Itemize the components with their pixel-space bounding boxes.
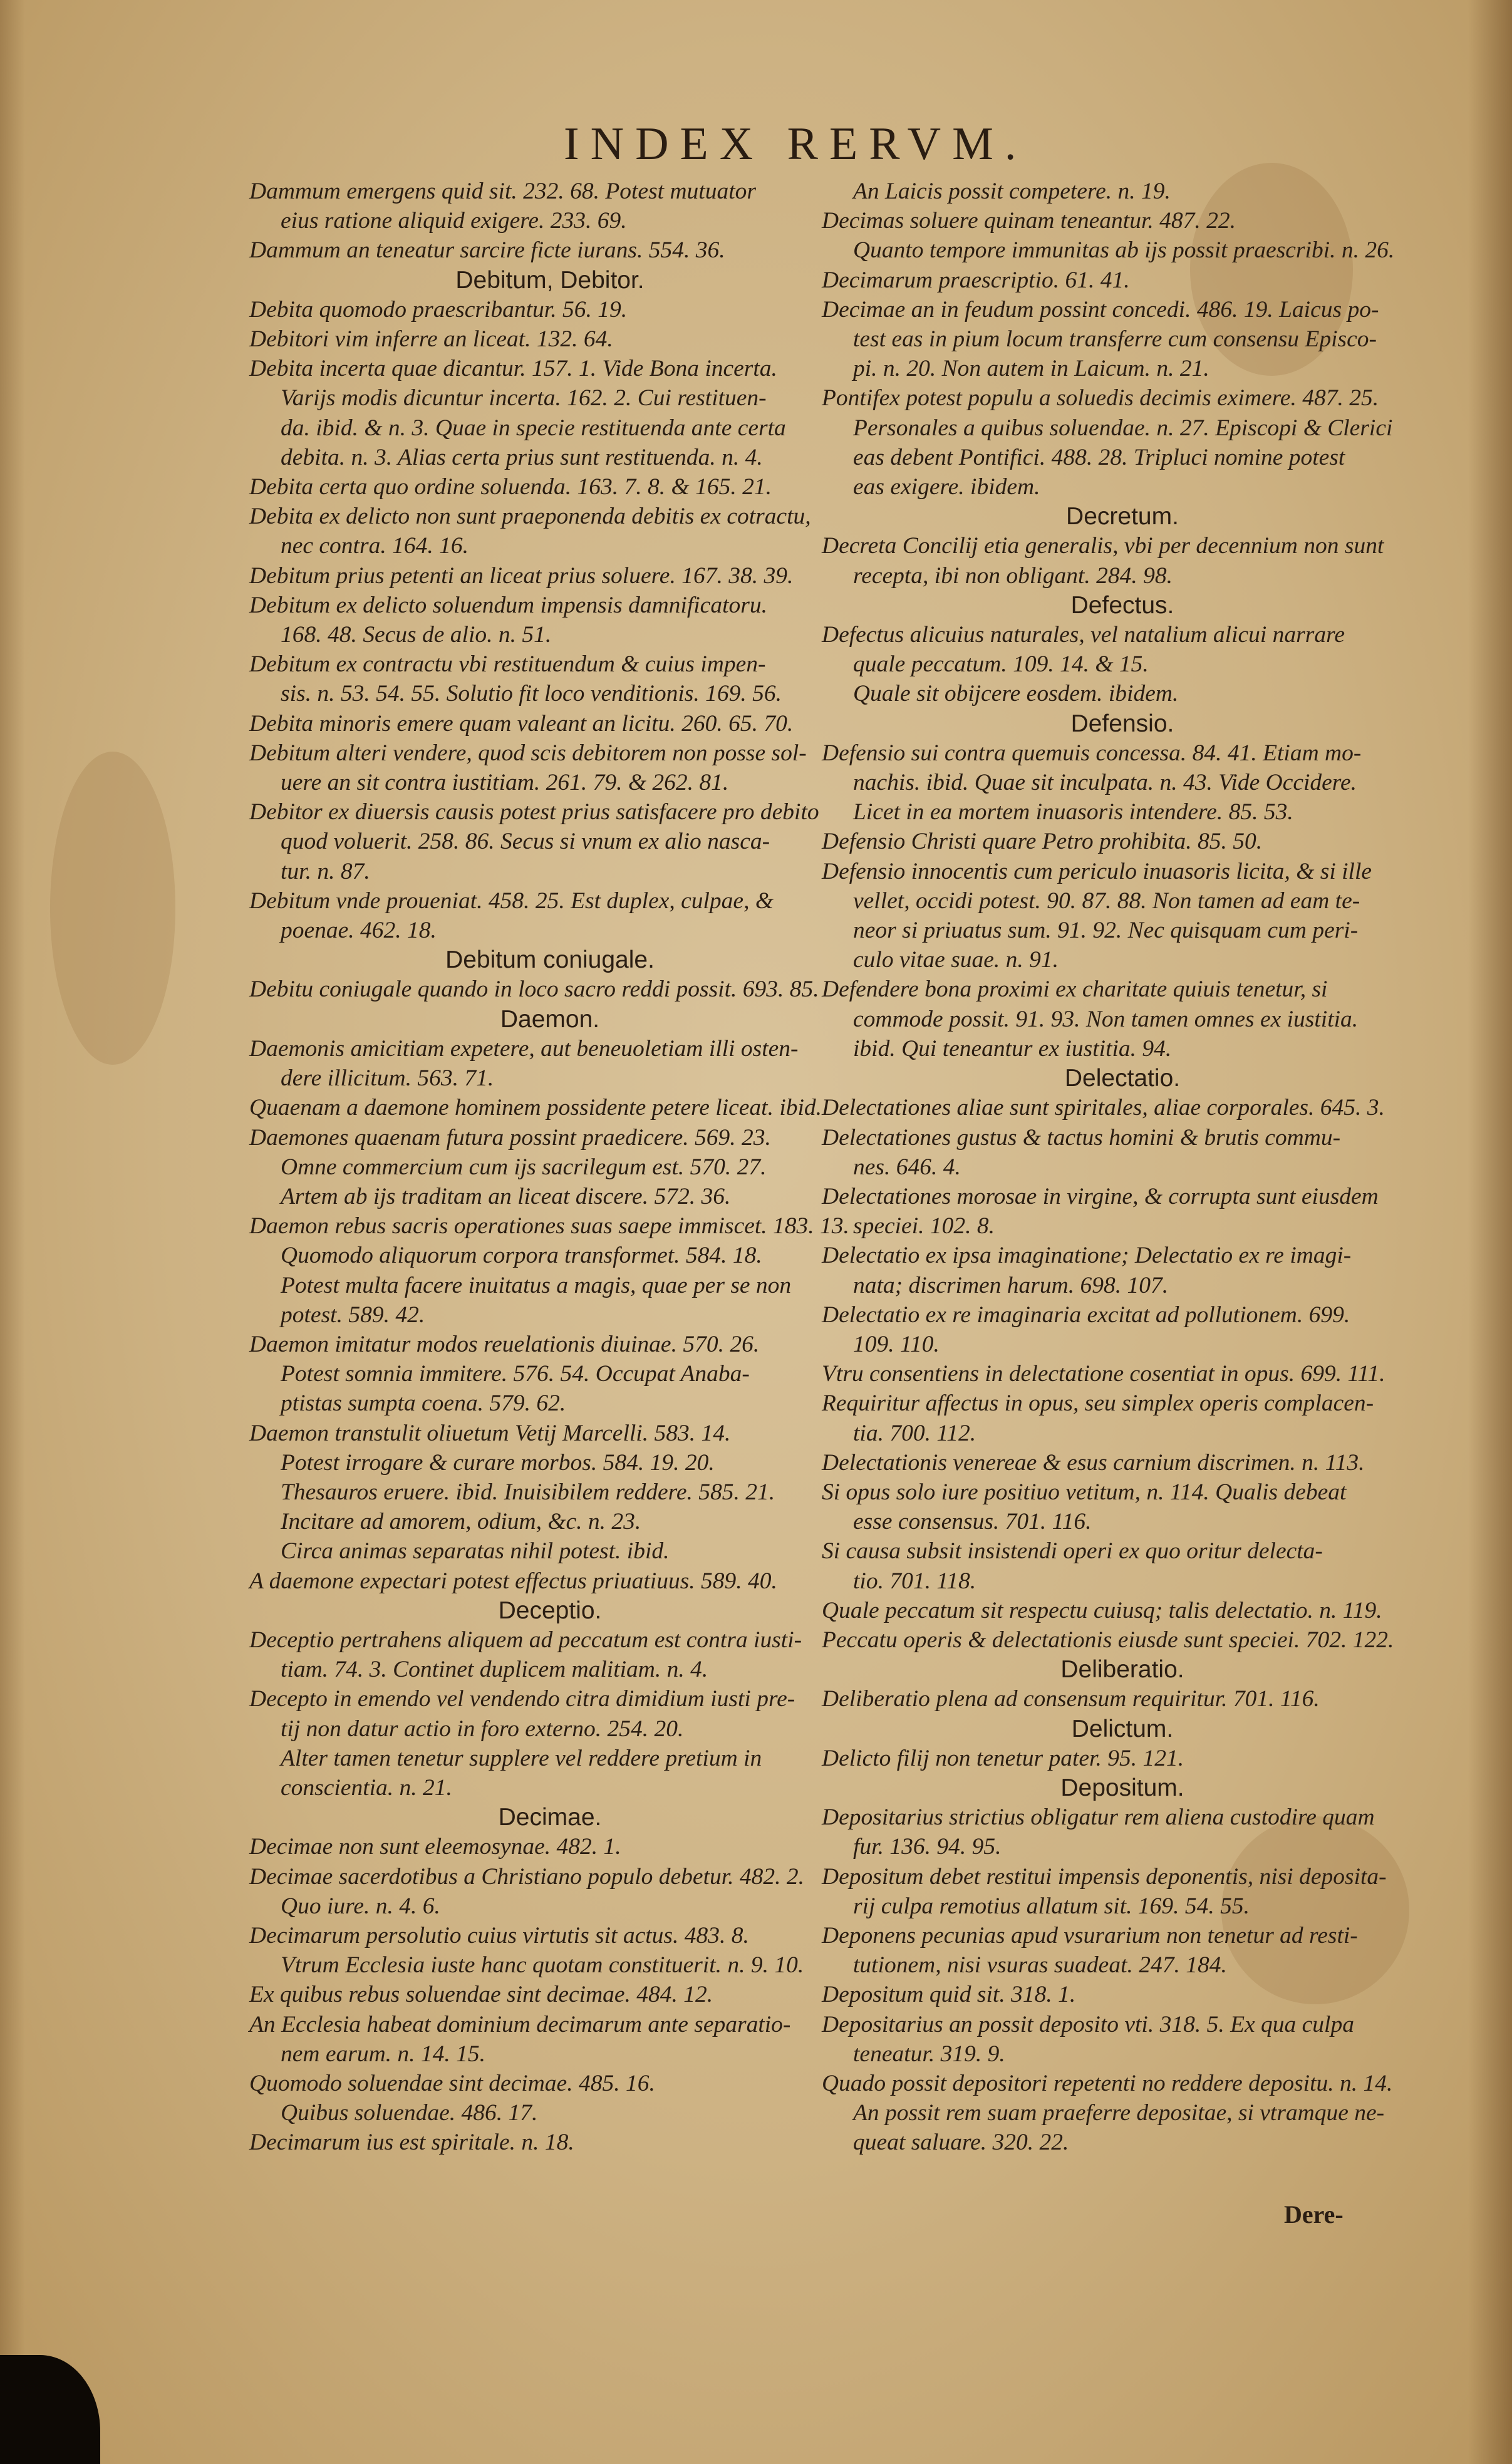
index-heading: Deliberatio. [1060,1656,1184,1684]
index-entry: Decepto in emendo vel vendendo citra dimidium iusti pre- [249,1686,795,1712]
index-entry: Ex quibus rebus soluendae sint decimae. 484. 12. [249,1982,713,2008]
index-entry: Peccatu operis & delectationis eiusde sunt speciei. 702. 122. [822,1627,1394,1653]
index-entry: Dammum emergens quid sit. 232. 68. Potest mutuator [249,179,756,204]
index-entry: Defendere bona proximi ex charitate quiuis tenetur, si [822,976,1328,1003]
index-entry: Delectationes gustus & tactus homini & brutis commu- [822,1124,1341,1151]
index-entry: Defensio innocentis cum periculo inuasoris licita, & si ille [822,858,1372,884]
index-entry: Debitum alteri vendere, quod scis debitorem non posse sol- [249,740,807,766]
index-entry: Delectatio ex ipsa imaginatione; Delectatio ex re imagi- [822,1243,1352,1269]
index-entry: poenae. 462. 18. [281,918,437,944]
index-entry: A daemone expectari potest effectus priuatiuus. 589. 40. [249,1568,777,1594]
index-entry: tia. 700. 112. [853,1420,976,1446]
index-heading: Daemon. [500,1005,600,1033]
index-entry: Artem ab ijs traditam an liceat discere. 572. 36. [281,1183,731,1209]
index-entry: Vtru consentiens in delectatione cosentiat in opus. 699. 111. [822,1361,1385,1387]
index-entry: Decreta Concilij etia generalis, vbi per decennium non sunt [822,533,1384,559]
index-entry: uere an sit contra iustitiam. 261. 79. & 262. 81. [281,770,729,796]
index-entry: Daemones quaenam futura possint praedicere. 569. 23. [249,1124,771,1151]
index-entry: culo vitae suae. n. 91. [853,947,1059,973]
index-entry: Potest somnia immitere. 576. 54. Occupat Anaba- [281,1361,750,1387]
index-entry: An possit rem suam praeferre depositae, si vtramque ne- [853,2100,1385,2126]
index-entry: tij non datur actio in foro externo. 254. 20. [281,1716,684,1742]
index-entry: tur. n. 87. [281,858,370,884]
index-entry: Decimae sacerdotibus a Christiano populo debetur. 482. 2. [249,1863,805,1890]
index-entry: Debitum vnde proueniat. 458. 25. Est duplex, culpae, & [249,888,774,914]
index-entry: Varijs modis dicuntur incerta. 162. 2. Cui restituen- [281,385,767,412]
index-entry: Quomodo aliquorum corpora transformet. 584. 18. [281,1243,762,1269]
index-entry: Debitori vim inferre an liceat. 132. 64. [249,326,613,353]
index-entry: quod voluerit. 258. 86. Secus si vnum ex alio nasca- [281,829,770,855]
index-entry: Debitum ex delicto soluendum impensis damnificatoru. [249,592,767,618]
index-heading: Decimae. [498,1804,602,1831]
index-entry: potest. 589. 42. [281,1302,425,1328]
index-entry: fur. 136. 94. 95. [853,1834,1002,1860]
index-entry: Quale peccatum sit respectu cuiusq; talis delectatio. n. 119. [822,1597,1382,1623]
index-entry: vellet, occidi potest. 90. 87. 88. Non tamen ad eam te- [853,888,1360,914]
index-entry: tio. 701. 118. [853,1568,976,1594]
ink-blot [0,2355,100,2464]
index-entry: ptistas sumpta coena. 579. 62. [281,1390,566,1417]
index-entry: teneatur. 319. 9. [853,2041,1005,2067]
index-entry: Decimas soluere quinam teneantur. 487. 22. [822,208,1236,234]
index-entry: Depositum debet restitui impensis deponentis, nisi deposita- [822,1863,1387,1890]
index-entry: Potest multa facere inuitatus a magis, quae per se non [281,1272,792,1298]
index-entry: Debita minoris emere quam valeant an licitu. 260. 65. 70. [249,710,794,737]
index-heading: Defectus. [1070,591,1174,619]
index-entry: speciei. 102. 8. [853,1213,995,1240]
index-entry: Delectationes aliae sunt spiritales, aliae corporales. 645. 3. [822,1095,1385,1121]
index-entry: Defectus alicuius naturales, vel natalium alicui narrare [822,622,1345,648]
index-entry: Debita incerta quae dicantur. 157. 1. Vide Bona incerta. [249,356,777,382]
index-entry: Daemon rebus sacris operationes suas saepe immiscet. 183. 13. [249,1213,849,1240]
index-entry: 168. 48. Secus de alio. n. 51. [281,622,552,648]
index-entry: nem earum. n. 14. 15. [281,2041,486,2067]
index-entry: Quomodo soluendae sint decimae. 485. 16. [249,2071,655,2096]
index-entry: Decimarum persolutio cuius virtutis sit actus. 483. 8. [249,1922,749,1949]
index-entry: An Laicis possit competere. n. 19. [853,179,1171,204]
index-entry: Daemon transtulit oliuetum Vetij Marcelli. 583. 14. [249,1420,731,1446]
index-entry: pi. n. 20. Non autem in Laicum. n. 21. [853,356,1209,382]
index-entry: Deceptio pertrahens aliquem ad peccatum est contra iusti- [249,1627,802,1653]
index-entry: Defensio Christi quare Petro prohibita. 85. 50. [822,829,1263,855]
index-entry: Quibus soluendae. 486. 17. [281,2100,538,2126]
index-entry: Circa animas separatas nihil potest. ibid. [281,1538,670,1565]
page-shadow-right [1468,0,1512,2464]
index-entry: Depositarius an possit deposito vti. 318. 5. Ex qua culpa [822,2011,1354,2037]
index-entry: nachis. ibid. Quae sit inculpata. n. 43. Vide Occidere. [853,770,1357,796]
index-entry: Delectatio ex re imaginaria excitat ad pollutionem. 699. [822,1302,1350,1328]
index-entry: Delectationes morosae in virgine, & corrupta sunt eiusdem [822,1183,1379,1209]
index-entry: Debitor ex diuersis causis potest prius satisfacere pro debito [249,799,819,826]
index-heading: Deceptio. [498,1597,602,1624]
index-heading: Debitum, Debitor. [455,266,645,294]
index-entry: Decimarum ius est spiritale. n. 18. [249,2130,574,2156]
index-entry: Debitum ex contractu vbi restituendum & cuius impen- [249,651,766,678]
page-header: INDEX RERVM. [564,118,1028,170]
index-heading: Delectatio. [1064,1065,1181,1092]
index-entry: Debita ex delicto non sunt praeponenda debitis ex cotractu, [249,504,811,530]
index-entry: Depositum quid sit. 318. 1. [822,1982,1076,2008]
index-entry: Vtrum Ecclesia iuste hanc quotam constituerit. n. 9. 10. [281,1952,804,1979]
index-entry: Deponens pecunias apud vsurarium non tenetur ad resti- [822,1922,1358,1949]
index-entry: Debitum prius petenti an liceat prius soluere. 167. 38. 39. [249,562,794,589]
index-entry: Defensio sui contra quemuis concessa. 84. 41. Etiam mo- [822,740,1362,766]
index-entry: tiam. 74. 3. Continet duplicem malitiam. n. 4. [281,1657,708,1683]
index-entry: quale peccatum. 109. 14. & 15. [853,651,1149,678]
index-entry: nec contra. 164. 16. [281,533,469,559]
index-heading: Decretum. [1066,503,1179,531]
index-entry: eius ratione aliquid exigere. 233. 69. [281,208,627,234]
index-entry: Deliberatio plena ad consensum requiritur. 701. 116. [822,1686,1320,1712]
index-entry: Daemonis amicitiam expetere, aut beneuoletiam illi osten- [249,1035,799,1062]
index-entry: Delicto filij non tenetur pater. 95. 121. [822,1745,1184,1771]
index-entry: Licet in ea mortem inuasoris intendere. 85. 53. [853,799,1293,826]
index-entry: Debitu coniugale quando in loco sacro reddi possit. 693. 85. [249,976,819,1003]
index-entry: tutionem, nisi vsuras suadeat. 247. 184. [853,1952,1227,1979]
index-entry: eas debent Pontifici. 488. 28. Tripluci nomine potest [853,444,1345,470]
index-entry: An Ecclesia habeat dominium decimarum ante separatio- [249,2011,791,2037]
index-entry: nata; discrimen harum. 698. 107. [853,1272,1169,1298]
index-entry: Debita certa quo ordine soluenda. 163. 7. 8. & 165. 21. [249,474,772,500]
index-entry: nes. 646. 4. [853,1154,961,1180]
index-entry: Dammum an teneatur sarcire ficte iurans. 554. 36. [249,237,725,264]
index-entry: Quale sit obijcere eosdem. ibidem. [853,681,1179,707]
index-entry: Si causa subsit insistendi operi ex quo oritur delecta- [822,1538,1323,1565]
index-column-left [249,177,851,2158]
index-entry: Si opus solo iure positiuo vetitum, n. 114. Qualis debeat [822,1479,1347,1505]
index-entry: rij culpa remotius allatum sit. 169. 54. 55. [853,1893,1250,1919]
catchword: Dere- [1284,2200,1344,2228]
index-entry: Alter tamen tenetur supplere vel reddere pretium in [281,1745,762,1771]
index-entry: queat saluare. 320. 22. [853,2130,1069,2156]
index-entry: dere illicitum. 563. 71. [281,1065,494,1092]
index-entry: ibid. Qui teneantur ex iustitia. 94. [853,1035,1172,1062]
index-entry: Personales a quibus soluendae. n. 27. Episcopi & Clerici [853,415,1393,441]
index-entry: Quado possit depositori repetenti no reddere depositu. n. 14. [822,2071,1393,2096]
index-heading: Depositum. [1060,1774,1184,1801]
index-entry: Quo iure. n. 4. 6. [281,1893,440,1919]
index-entry: commode possit. 91. 93. Non tamen omnes ex iustitia. [853,1006,1359,1032]
index-entry: esse consensus. 701. 116. [853,1509,1092,1535]
index-entry: Daemon imitatur modos reuelationis diuinae. 570. 26. [249,1331,760,1357]
index-entry: Requiritur affectus in opus, seu simplex operis complacen- [822,1390,1374,1417]
index-entry: eas exigere. ibidem. [853,474,1040,500]
index-entry: Pontifex potest populu a soluedis decimis eximere. 487. 25. [822,385,1379,412]
index-entry: sis. n. 53. 54. 55. Solutio fit loco venditionis. 169. 56. [281,681,782,707]
index-entry: neor si priuatus sum. 91. 92. Nec quisquam cum peri- [853,918,1359,944]
index-entry: recepta, ibi non obligant. 284. 98. [853,562,1173,589]
page-shadow-left [0,0,25,2464]
index-entry: Decimae non sunt eleemosynae. 482. 1. [249,1834,621,1860]
index-entry: Thesauros eruere. ibid. Inuisibilem reddere. 585. 21. [281,1479,775,1505]
index-entry: Quaenam a daemone hominem possidente petere liceat. ibid. [249,1095,822,1121]
index-entry: Decimae an in feudum possint concedi. 486. 19. Laicus po- [822,296,1379,323]
index-entry: Omne commercium cum ijs sacrilegum est. 570. 27. [281,1154,767,1180]
index-heading: Defensio. [1070,710,1174,737]
index-entry: Delectationis venereae & esus carnium discrimen. n. 113. [822,1449,1365,1476]
index-heading: Delictum. [1071,1715,1174,1742]
index-entry: Quanto tempore immunitas ab ijs possit praescribi. n. 26. [853,237,1395,264]
index-entry: conscientia. n. 21. [281,1774,452,1801]
index-entry: Depositarius strictius obligatur rem aliena custodire quam [822,1804,1375,1831]
index-entry: 109. 110. [853,1331,940,1357]
index-entry: test eas in pium locum transferre cum consensu Episco- [853,326,1377,353]
index-entry: Debita quomodo praescribantur. 56. 19. [249,296,628,323]
index-entry: da. ibid. & n. 3. Quae in specie restituenda ante certa [281,415,786,441]
index-entry: Decimarum praescriptio. 61. 41. [822,267,1130,293]
index-column-right [822,177,1423,2158]
index-heading: Debitum coniugale. [445,946,655,974]
paper-stain [50,752,175,1065]
index-entry: debita. n. 3. Alias certa prius sunt restituenda. n. 4. [281,444,763,470]
index-entry: Incitare ad amorem, odium, &c. n. 23. [281,1509,641,1535]
index-entry: Potest irrogare & curare morbos. 584. 19. 20. [281,1449,715,1476]
